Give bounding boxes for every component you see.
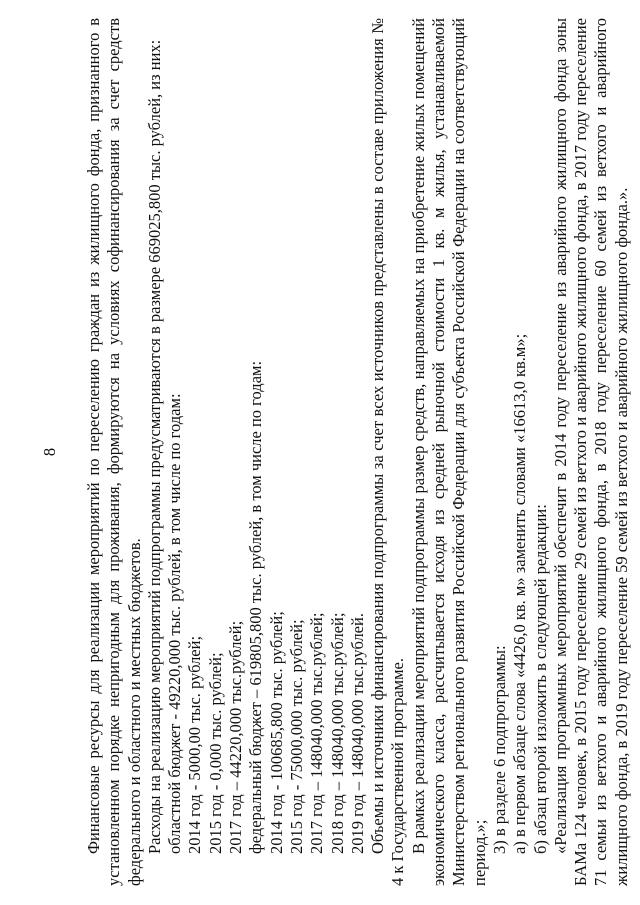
paragraph: Расходы на реализацию мероприятий подпрограммы предусматриваются в размере 669025,800 тыс. рублей, из них: <box>144 39 164 854</box>
paragraph: областной бюджет - 49220,000 тыс. рублей, в том числе по годам: <box>165 393 185 854</box>
paragraph: Объемы и источники финансирования подпрограммы за счет всех источников представлены в составе приложения № 4 к Государственной программе. <box>368 18 408 886</box>
paragraph: 2014 год - 100685,800 тыс. рублей; <box>266 611 286 854</box>
paragraph: «Реализация программных мероприятий обеспечит в 2014 году переселение из аварийного жилищного фонда зоны БАМа 124 человек, в 2015 году переселение 29 семей из ветхого и аварийного жилищного фонда, в 2017 году переселение 71 семьи из ветхого и аварийного жилищного фонда, в 2018 году переселение 60 семей из ветхого и аварийного жилищного фонда, в 2019 году переселение 59 семей из ветхого и аварийного жилищного фонда.». <box>550 18 631 886</box>
paragraph: 2017 год – 44220,000 тыс.рублей; <box>226 620 246 854</box>
page-number: 8 <box>40 447 59 457</box>
paragraph: а) в первом абзаце слова «4426,0 кв. м» заменить словами «16613,0 кв.м»; <box>510 333 530 854</box>
paragraph: 2018 год – 148040,000 тыс.рублей; <box>327 612 347 854</box>
rotated-page <box>40 12 631 892</box>
paragraph: 3) в разделе 6 подпрограммы: <box>489 645 509 854</box>
document-body <box>84 12 632 892</box>
paragraph: В рамках реализации мероприятий подпрограммы размер средств, направляемых на приобретение жилых помещений экономического класса, рассчитывается исходя из средней рыночной стоимости 1 кв. м жилья, устанавливаемой Министерством регионального развития Российской Федерации для субъекта Российской Федерации на соответствующий период.»; <box>408 18 489 886</box>
paragraph: 2014 год - 5000,00 тыс. рублей; <box>185 635 205 854</box>
paragraph: 2019 год – 148040,000 тыс.рублей. <box>347 613 367 854</box>
paragraph: б) абзац второй изложить в следующей редакции: <box>530 504 550 854</box>
paragraph: федеральный бюджет – 619805,800 тыс. рублей, в том числе по годам: <box>246 360 266 854</box>
paragraph: 2017 год – 148040,000 тыс.рублей; <box>307 612 327 854</box>
paragraph: 2015 год - 75000,000 тыс. рублей; <box>286 619 306 854</box>
paragraph: Финансовые ресурсы для реализации мероприятий по переселению граждан из жилищного фонда, признанного в установленном порядке непригодным для проживания, формируются на условиях софинансирования за счет средств федерального и областного и местных бюджетов. <box>84 18 144 886</box>
paragraph: 2015 год - 0,000 тыс. рублей; <box>205 652 225 854</box>
